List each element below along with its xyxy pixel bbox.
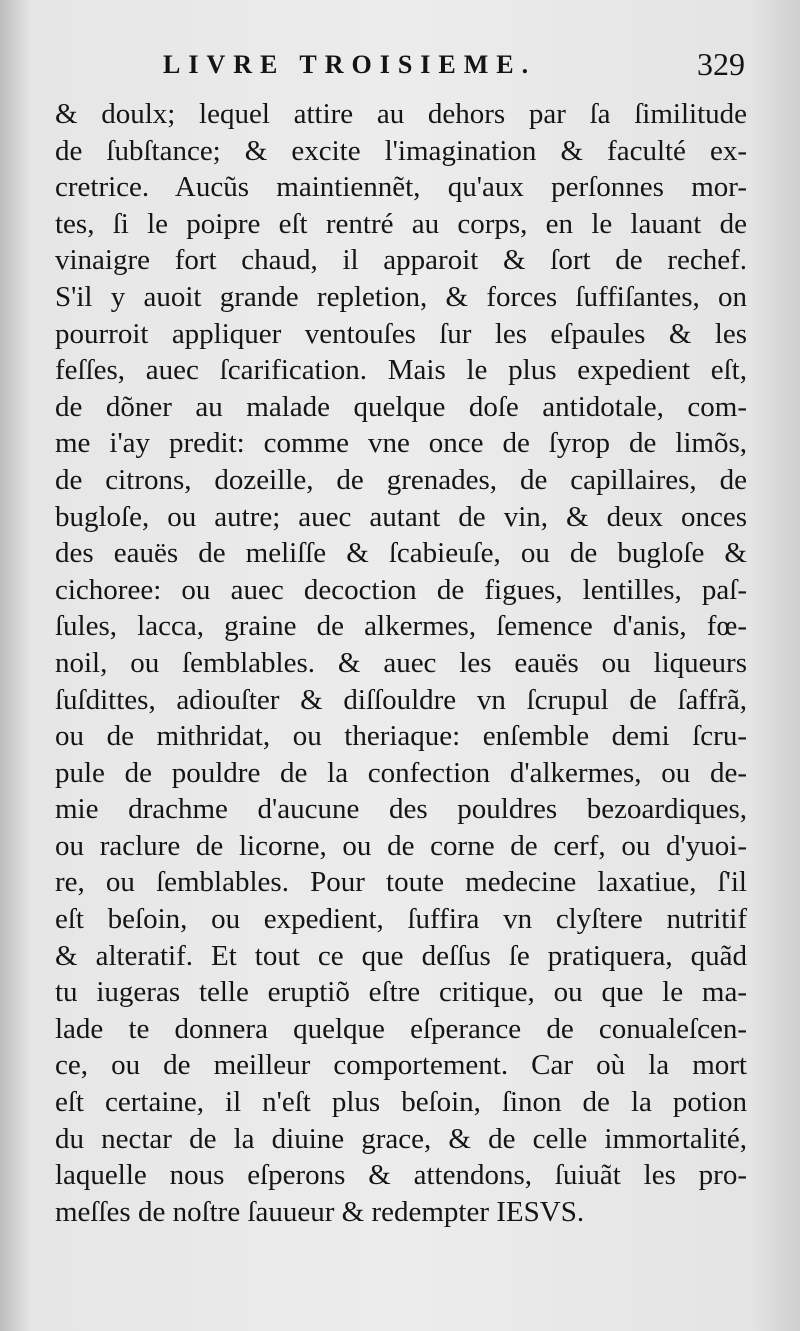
text-line: cichoree: ou auec decoction de figues, lentilles, paſ- [55,573,747,606]
text-line: tu iugeras telle eruptiõ eſtre critique, ou que le ma- [55,976,747,1009]
text-line: de citrons, dozeille, de grenades, de capillaires, de [55,463,747,496]
show-through-bleed [60,1255,750,1315]
text-line: bugloſe, ou autre; auec autant de vin, & deux onces [55,500,747,533]
text-line: noil, ou ſemblables. & auec les eauës ou liqueurs [55,646,747,679]
text-line: tes, ſi le poipre eſt rentré au corps, en le lauant de [55,207,747,240]
text-line: mie drachme d'aucune des pouldres bezoardiques, [55,793,747,826]
text-line: du nectar de la diuine grace, & de celle immortalité, [55,1122,747,1155]
text-line: cretrice. Aucũs maintiennẽt, qu'aux perſonnes mor- [55,171,747,204]
text-line: S'il y auoit grande repletion, & forces ſuffiſantes, on [55,280,747,313]
text-line: pourroit appliquer ventouſes ſur les eſpaules & les [55,317,747,350]
page-header [55,46,745,90]
text-line: laquelle nous eſperons & attendons, ſuiuãt les pro- [55,1159,747,1192]
text-line: meſſes de noſtre ſauueur & redempter IESVS. [55,1195,585,1228]
running-head: LIVRE TROISIEME. [163,50,537,79]
text-line: lade te donnera quelque eſperance de conualeſcen- [55,1012,747,1045]
text-line: vinaigre fort chaud, il apparoit & ſort de rechef. [55,244,747,277]
text-line: ce, ou de meilleur comportement. Car où la mort [55,1049,747,1082]
text-line: eſt certaine, il n'eſt plus beſoin, ſinon de la potion [55,1086,747,1119]
text-line: eſt beſoin, ou expedient, ſuffira vn clyſtere nutritif [55,903,747,936]
text-line: ſules, lacca, graine de alkermes, ſemence d'anis, fœ- [55,610,747,643]
text-line: me i'ay predit: comme vne once de ſyrop de limõs, [55,427,747,460]
text-line: de ſubſtance; & excite l'imagination & faculté ex- [55,134,747,167]
text-line: pule de pouldre de la confection d'alkermes, ou de- [55,756,747,789]
body-text [55,96,747,1230]
text-line: ou de mithridat, ou theriaque: enſemble demi ſcru- [55,720,747,753]
text-line: re, ou ſemblables. Pour toute medecine laxatiue, ſ'il [55,866,747,899]
text-line: ſuſdittes, adiouſter & diſſouldre vn ſcrupul de ſaffrã, [55,683,747,716]
text-line: feſſes, auec ſcarification. Mais le plus expedient eſt, [55,354,747,387]
text-line: de dõner au malade quelque doſe antidotale, com- [55,390,747,423]
text-line: des eauës de meliſſe & ſcabieuſe, ou de bugloſe & [55,537,747,570]
text-line: ou raclure de licorne, ou de corne de cerf, ou d'yuoi- [55,829,747,862]
text-line: & alteratif. Et tout ce que deſſus ſe pratiquera, quãd [55,939,747,972]
page-number: 329 [697,46,745,82]
text-line: & doulx; lequel attire au dehors par ſa ſimilitude [55,98,747,130]
